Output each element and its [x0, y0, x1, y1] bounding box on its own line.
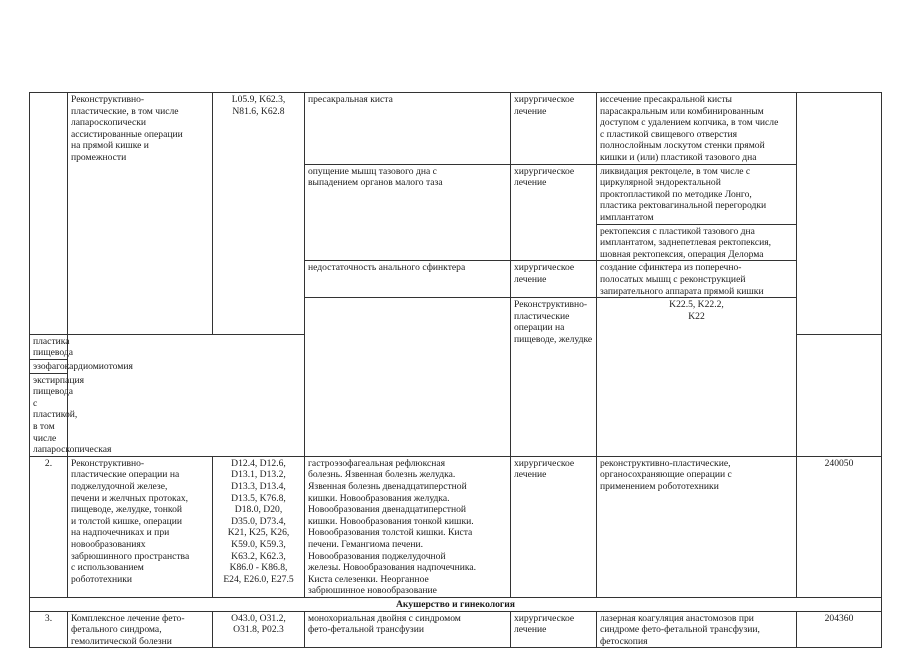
icd-codes: L05.9, K62.3, N81.6, K62.8 [213, 93, 305, 335]
treatment-method: реконструктивно-пластические, органосохраняющие операции с применением робототехники [597, 456, 797, 597]
intervention-name: Реконструктивно- пластические операции на пищеводе, желудке [511, 298, 597, 457]
treatment-method: ректопексия с пластикой тазового дна имплантатом, заднепетлевая ректопексия, шовная ректопексия, операция Делорма [597, 224, 797, 261]
row-number [305, 298, 511, 457]
section-row [30, 597, 882, 611]
treatment-method: иссечение пресакральной кисты парасакральным или комбинированным доступом с удалением копчика, в том числе с пластикой свищевого отверстия полнослойным лоскутом стенки прямой кишки и (или) пластикой тазового дна [597, 93, 797, 165]
row-number: 3. [30, 611, 68, 648]
icd-codes: D12.4, D12.6, D13.1, D13.2, D13.3, D13.4, D13.5, K76.8, D18.0, D20, D35.0, D73.4, K21, K25, K26, K59.0, K59.3, K63.2, K62.3, K86.0 - K86.8, E24, E26.0, E27.5 [213, 456, 305, 597]
treatment-method: эзофагокардиомиотомия [30, 360, 68, 374]
table-row [30, 611, 882, 648]
patient-model: монохориальная двойня с синдромом фето-фетальной трансфузии [305, 611, 511, 648]
patient-model: пресакральная киста [305, 93, 511, 165]
intervention-name: Комплексное лечение фето- фетального синдрома, гемолитической болезни [68, 611, 213, 648]
intervention-name: Реконструктивно- пластические, в том числе лапароскопически ассистированные операции на прямой кишке и промежности [68, 93, 213, 335]
treatment-type: хирургическое лечение [511, 164, 597, 261]
medical-care-table [29, 92, 882, 648]
intervention-name: Реконструктивно- пластические операции на поджелудочной железе, печени и желчных протоках, пищеводе, желудке, тонкой и толстой кишке, операции на надпочечниках и при новообразованиях забрюшинного пространства с использованием робототехники [68, 456, 213, 597]
price [797, 93, 882, 335]
treatment-type: хирургическое лечение [511, 611, 597, 648]
icd-codes: K22.5, K22.2, K22 [597, 298, 797, 457]
treatment-method: пластика пищевода [30, 334, 68, 359]
patient-model: недостаточность анального сфинктера [305, 261, 511, 298]
treatment-method: экстирпация пищевода с пластикой, в том числе лапароскопическая [30, 373, 68, 456]
table-row [30, 456, 882, 597]
treatment-method: ликвидация ректоцеле, в том числе с циркулярной эндоректальной проктопластикой по методике Лонго, пластика ректовагинальной перегородки имплантатом [597, 164, 797, 224]
row-number: 2. [30, 456, 68, 597]
treatment-type: хирургическое лечение [511, 93, 597, 165]
icd-codes: O43.0, O31.2, O31.8, P02.3 [213, 611, 305, 648]
treatment-type: хирургическое лечение [511, 456, 597, 597]
patient-model: гастроэзофагеальная рефлюксная болезнь. Язвенная болезнь желудка. Язвенная болезнь двенадцатиперстной кишки. Новообразования желудка. Новообразования двенадцатиперстной кишки. Новообразования тонкой кишки. Новообразования толстой кишки. Киста печени. Гемангиома печени. Новообразования поджелудочной железы. Новообразования надпочечника. Киста селезенки. Неорганное забрюшинное новообразование [305, 456, 511, 597]
patient-model: опущение мышц тазового дна с выпадением органов малого таза [305, 164, 511, 261]
treatment-method: лазерная коагуляция анастомозов при синдроме фето-фетальной трансфузии, фетоскопия [597, 611, 797, 648]
row-number [30, 93, 68, 335]
table-row [30, 93, 882, 165]
treatment-method: создание сфинктера из поперечно- полосатых мышц с реконструкцией запирательного аппарата прямой кишки [597, 261, 797, 298]
price: 240050 [797, 456, 882, 597]
section-title: Акушерство и гинекология [30, 597, 882, 611]
treatment-type: хирургическое лечение [511, 261, 597, 298]
price: 204360 [797, 611, 882, 648]
